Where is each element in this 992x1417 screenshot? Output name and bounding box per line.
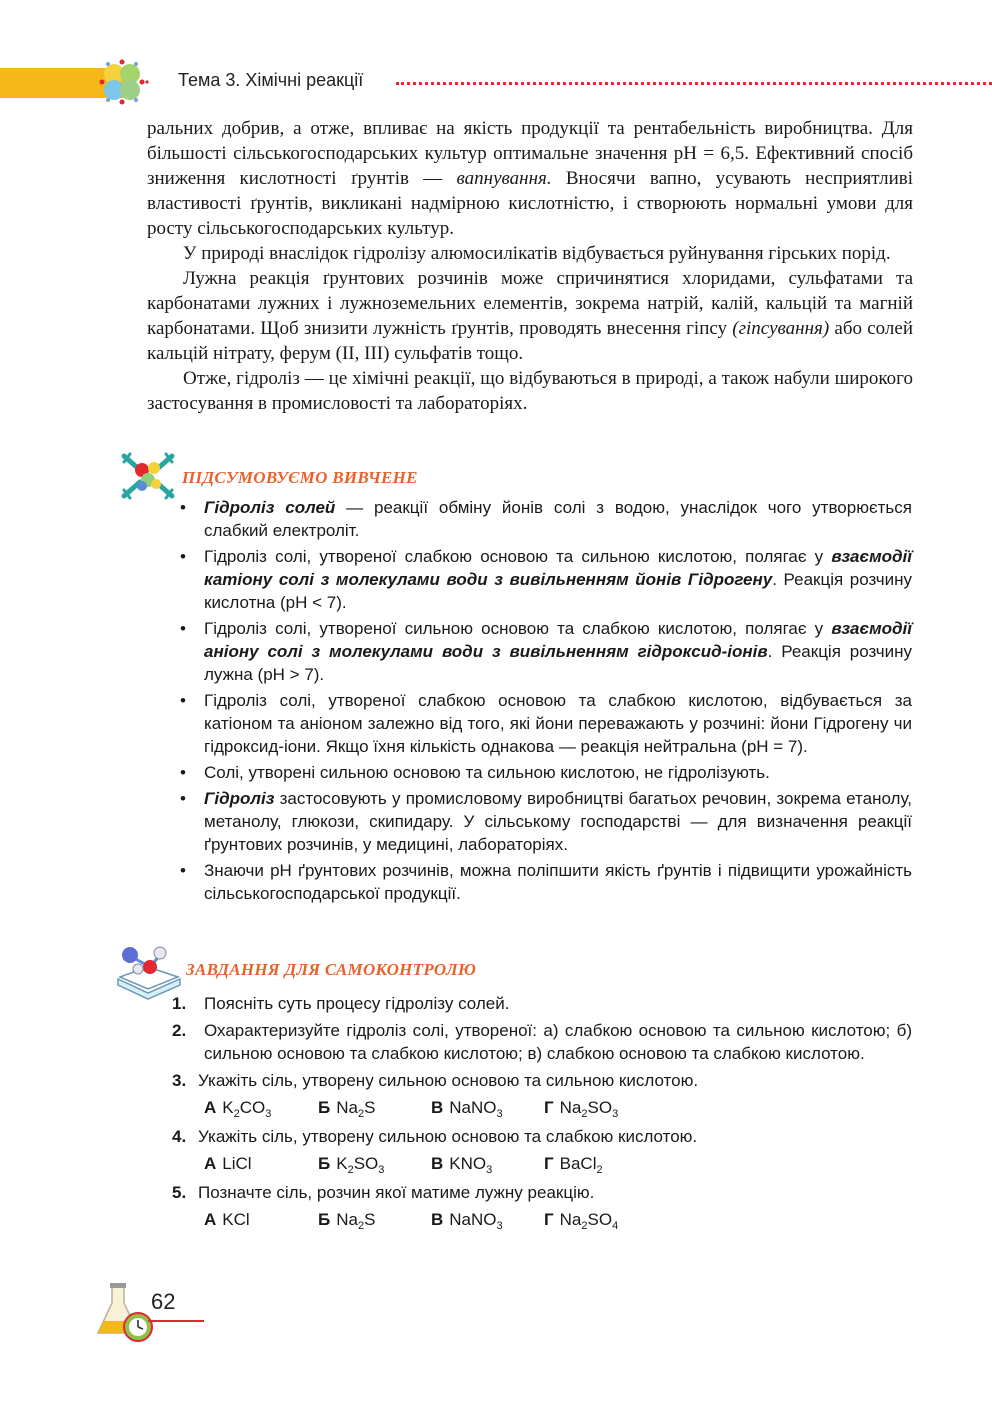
summary-list (180, 496, 912, 908)
summary-item: • Гідроліз солі, утвореної слабкою основою та слабкою кислотою, відбувається за катіоном та аніоном залежно від того, які йони переважають у розчині: йони Гідрогену чи гідроксид-іони. Якщо їхня кількість однакова — реакція нейтральна (рН = 7). (180, 689, 912, 758)
answer-options (204, 1208, 912, 1235)
summary-item: • Солі, утворені сильною основою та сильною кислотою, не гідролізують. (180, 761, 912, 784)
formula-subscript: 2 (357, 1220, 365, 1232)
formula-subscript: 3 (486, 1164, 493, 1176)
summary-item (180, 496, 912, 542)
paragraph-2: У природі внаслідок гідролізу алюмосилікатів відбувається руйнування гірських порід. (183, 243, 891, 264)
summary-item-text: . Реакція розчину кислотна (рН < 7). (204, 570, 912, 612)
formula-part: NaNO (449, 1098, 497, 1117)
answer-option-g[interactable] (544, 1152, 603, 1175)
task-text: Охарактеризуйте гідроліз солі, утвореної: а) слабкою основою та сильною кислотою; б) сильною основою та слабкою кислотою; в) слабкою основою та слабкою кислотою. (204, 1021, 912, 1063)
formula-part: Na (336, 1098, 358, 1117)
answer-option-b[interactable] (318, 1096, 375, 1119)
summary-item (180, 617, 912, 686)
summary-item (180, 787, 912, 856)
formula-subscript: 3 (612, 1108, 619, 1120)
summary-term: Гідроліз солей (204, 498, 336, 517)
formula-part: S (364, 1098, 376, 1117)
footer-rule (148, 1320, 204, 1322)
summary-item-text: Гідроліз солі, утвореної слабкою основою та сильною кислотою, полягає у (204, 547, 832, 566)
summary-title: ПІДСУМОВУЄМО ВИВЧЕНЕ (182, 468, 418, 487)
formula-part: S (364, 1210, 376, 1229)
option-letter: А (204, 1098, 217, 1117)
task-number: 5. (172, 1183, 187, 1202)
formula-part: KCl (222, 1210, 250, 1229)
answer-option-v[interactable] (431, 1152, 492, 1175)
paragraph-3 (147, 266, 913, 366)
option-letter: В (431, 1154, 444, 1173)
option-letter: В (431, 1098, 444, 1117)
option-letter: Г (544, 1210, 554, 1229)
header-dotted-rule (396, 82, 992, 85)
formula-part: KNO (449, 1154, 487, 1173)
formula-part: K (336, 1154, 348, 1173)
summary-term: Гідроліз (204, 789, 275, 808)
option-letter: Б (318, 1210, 331, 1229)
formula-part: K (222, 1098, 234, 1117)
option-letter: А (204, 1154, 217, 1173)
paragraph-4: Отже, гідроліз — це хімічні реакції, що відбуваються в природі, а також набули широкого застосування в промисловості та лабораторіях. (147, 368, 913, 414)
task-number: 1. (172, 994, 187, 1013)
formula-subscript: 2 (581, 1108, 588, 1120)
summary-item: • Знаючи рН ґрунтових розчинів, можна поліпшити якість ґрунтів і підвищити урожайність сільськогосподарської продукції. (180, 859, 912, 905)
molecules-icon (120, 450, 176, 502)
answer-options (204, 1152, 912, 1179)
formula-subscript: 3 (378, 1164, 385, 1176)
summary-term: взаємодії катіону солі з молекулами води з вивільненням йонів Гідрогену (204, 547, 912, 589)
formula-part: SO (587, 1098, 613, 1117)
formula-subscript: 3 (496, 1108, 503, 1120)
formula-part: Na (559, 1098, 582, 1117)
task-item (172, 1181, 912, 1204)
paragraph-1-emphasis: вапнування. (456, 168, 552, 189)
answer-option-b[interactable] (318, 1152, 384, 1175)
formula-subscript: 3 (496, 1220, 503, 1232)
task-number: 4. (172, 1127, 187, 1146)
formula-part: SO (353, 1154, 379, 1173)
task-text: Позначте сіль, розчин якої матиме лужну реакцію. (198, 1183, 595, 1202)
answer-option-b[interactable] (318, 1208, 375, 1231)
formula-subscript: 2 (596, 1164, 603, 1176)
formula-part: Na (559, 1210, 582, 1229)
summary-item-text: застосовують у промисловому виробництві багатьох речовин, зокрема етанолу, метанолу, глюкози, скипидару. У сільському господарстві — для визначення реакції ґрунтових розчинів, у медицині, лабораторіях. (204, 789, 912, 854)
summary-item (180, 545, 912, 614)
task-item (172, 992, 912, 1015)
task-item (172, 1069, 912, 1092)
answer-option-v[interactable] (431, 1208, 503, 1231)
answer-option-a[interactable] (204, 1208, 250, 1231)
summary-item-text: — реакції обміну йонів солі з водою, унаслідок чого утворюється слабкий електроліт. (204, 498, 912, 540)
paragraph-3-text-b: або солей кальцій нітрату, ферум (ІІ, ІІІ) сульфатів тощо. (147, 318, 913, 364)
answer-options (204, 1096, 912, 1123)
task-item (172, 1125, 912, 1148)
formula-subscript: 3 (265, 1108, 272, 1120)
tasks-list (172, 992, 912, 1237)
formula-part: SO (587, 1210, 613, 1229)
answer-option-a[interactable] (204, 1096, 271, 1119)
formula-subscript: 2 (233, 1108, 240, 1120)
molecule-logo-icon (92, 56, 152, 106)
answer-option-v[interactable] (431, 1096, 503, 1119)
paragraph-1-text-b: Вносячи вапно, усувають несприятливі властивості ґрунтів, викликані надмірною кислотністю, і створюють нормальні умови для росту сільськогосподарських культур. (147, 168, 913, 239)
formula-part: Na (336, 1210, 358, 1229)
formula-subscript: 2 (347, 1164, 354, 1176)
answer-option-g[interactable] (544, 1208, 618, 1231)
formula-part: CO (239, 1098, 266, 1117)
formula-subscript: 2 (581, 1220, 588, 1232)
formula-part: BaCl (559, 1154, 597, 1173)
task-text: Поясніть суть процесу гідролізу солей. (204, 994, 510, 1013)
formula-subscript: 4 (612, 1220, 619, 1232)
paragraph-1 (147, 116, 913, 241)
tasks-title: ЗАВДАННЯ ДЛЯ САМОКОНТРОЛЮ (186, 960, 477, 979)
summary-item-text: Гідроліз солі, утвореної сильною основою та слабкою кислотою, полягає у (204, 619, 832, 638)
answer-option-a[interactable] (204, 1152, 252, 1175)
page-number: 62 (151, 1289, 176, 1314)
task-text: Укажіть сіль, утворену сильною основою та сильною кислотою. (198, 1071, 699, 1090)
chapter-title: Тема 3. Хімічні реакції (178, 70, 364, 90)
option-letter: В (431, 1210, 444, 1229)
paragraph-3-text-a: Лужна реакція ґрунтових розчинів може спричинятися хлоридами, сульфатами та карбонатами лужних і лужноземельних елементів, зокрема натрій, калій, кальцій та магній карбонатами. Щоб знизити лужність ґрунтів, проводять внесення гіпсу (147, 268, 913, 339)
answer-option-g[interactable] (544, 1096, 618, 1119)
option-letter: Г (544, 1154, 554, 1173)
summary-term: взаємодії аніону солі з молекулами води з вивільненням гідроксид-іонів (204, 619, 912, 661)
formula-part: LiCl (222, 1154, 252, 1173)
option-letter: Б (318, 1154, 331, 1173)
option-letter: Б (318, 1098, 331, 1117)
task-number: 2. (172, 1021, 187, 1040)
formula-part: NaNO (449, 1210, 497, 1229)
task-text: Укажіть сіль, утворену сильною основою та слабкою кислотою. (198, 1127, 698, 1146)
body-text (147, 116, 913, 416)
summary-item-text: . Реакція розчину лужна (рН > 7). (204, 642, 912, 684)
formula-subscript: 2 (357, 1108, 365, 1120)
option-letter: Г (544, 1098, 554, 1117)
task-item (172, 1019, 912, 1065)
paragraph-1-text-a: ральних добрив, а отже, впливає на якість продукції та рентабельність виробництва. Для більшості сільськогосподарських культур оптимальне значення рН = 6,5. Ефективний спосіб зниження кислотності ґрунтів — (147, 118, 913, 189)
task-number: 3. (172, 1071, 187, 1090)
paragraph-3-emphasis: (гіпсування) (732, 318, 830, 339)
option-letter: А (204, 1210, 217, 1229)
